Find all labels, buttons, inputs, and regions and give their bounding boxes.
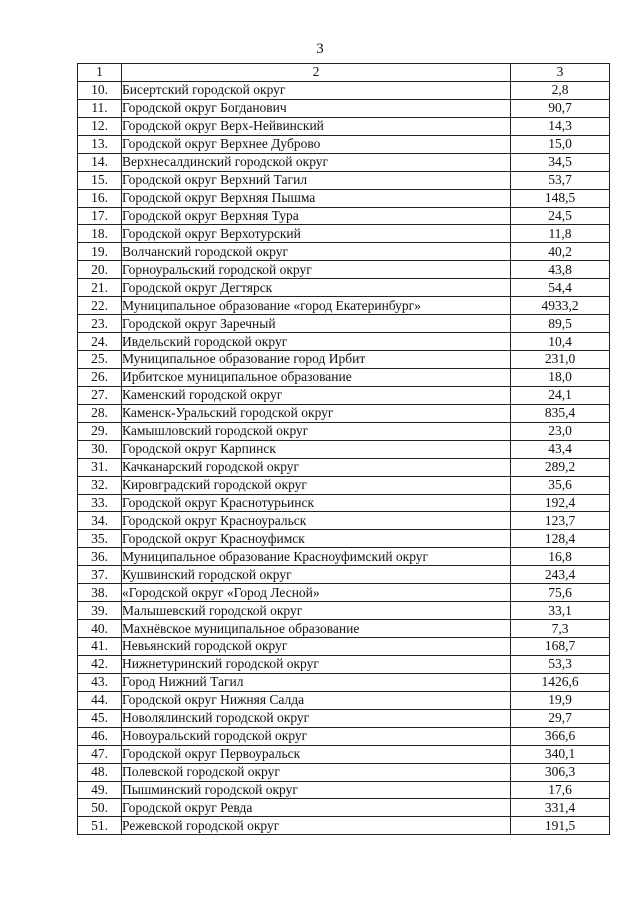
table-row	[78, 494, 610, 512]
municipality-name-cell: Городской округ Ревда	[122, 799, 511, 817]
municipality-name-cell: Муниципальное образование «город Екатеринбург»	[122, 297, 511, 315]
municipality-name-cell: Ивдельский городской округ	[122, 333, 511, 351]
municipality-name-cell: Городской округ Верхнее Дуброво	[122, 135, 511, 153]
header-cell-value: 3	[511, 64, 610, 82]
municipality-name-cell: Городской округ Верхняя Тура	[122, 207, 511, 225]
table-row	[78, 458, 610, 476]
row-number-cell: 33.	[78, 494, 122, 512]
table-row	[78, 673, 610, 691]
row-number-cell: 31.	[78, 458, 122, 476]
municipality-name-cell: Городской округ Верхотурский	[122, 225, 511, 243]
value-cell: 33,1	[511, 602, 610, 620]
municipality-name-cell: Городской округ Верхняя Пышма	[122, 189, 511, 207]
municipality-name-cell: Городской округ Краснотурьинск	[122, 494, 511, 512]
table-row	[78, 566, 610, 584]
municipality-name-cell: Городской округ Верхний Тагил	[122, 171, 511, 189]
municipality-name-cell: Режевской городской округ	[122, 817, 511, 835]
data-table	[77, 63, 610, 835]
table-row	[78, 548, 610, 566]
value-cell: 17,6	[511, 781, 610, 799]
value-cell: 11,8	[511, 225, 610, 243]
municipality-name-cell: Верхнесалдинский городской округ	[122, 153, 511, 171]
municipality-name-cell: Полевской городской округ	[122, 763, 511, 781]
row-number-cell: 24.	[78, 333, 122, 351]
row-number-cell: 46.	[78, 727, 122, 745]
row-number-cell: 20.	[78, 261, 122, 279]
municipality-name-cell: Городской округ Карпинск	[122, 440, 511, 458]
row-number-cell: 32.	[78, 476, 122, 494]
value-cell: 90,7	[511, 99, 610, 117]
table-row	[78, 763, 610, 781]
value-cell: 289,2	[511, 458, 610, 476]
table-row	[78, 584, 610, 602]
row-number-cell: 18.	[78, 225, 122, 243]
value-cell: 1426,6	[511, 673, 610, 691]
municipality-name-cell: Малышевский городской округ	[122, 602, 511, 620]
municipality-name-cell: Горноуральский городской округ	[122, 261, 511, 279]
table-row	[78, 709, 610, 727]
municipality-name-cell: Новолялинский городской округ	[122, 709, 511, 727]
municipality-name-cell: Каменск-Уральский городской округ	[122, 404, 511, 422]
row-number-cell: 36.	[78, 548, 122, 566]
table-row	[78, 99, 610, 117]
municipality-name-cell: Город Нижний Тагил	[122, 673, 511, 691]
value-cell: 24,1	[511, 386, 610, 404]
row-number-cell: 23.	[78, 315, 122, 333]
table-row	[78, 620, 610, 638]
table-row	[78, 422, 610, 440]
row-number-cell: 17.	[78, 207, 122, 225]
municipality-name-cell: Городской округ Красноуфимск	[122, 530, 511, 548]
table-row	[78, 135, 610, 153]
row-number-cell: 11.	[78, 99, 122, 117]
table-row	[78, 727, 610, 745]
table-row	[78, 153, 610, 171]
row-number-cell: 10.	[78, 81, 122, 99]
value-cell: 4933,2	[511, 297, 610, 315]
row-number-cell: 30.	[78, 440, 122, 458]
table-header-row	[78, 64, 610, 82]
municipality-name-cell: Волчанский городской округ	[122, 243, 511, 261]
municipality-name-cell: Кушвинский городской округ	[122, 566, 511, 584]
municipality-name-cell: Качканарский городской округ	[122, 458, 511, 476]
row-number-cell: 45.	[78, 709, 122, 727]
municipality-name-cell: Камышловский городской округ	[122, 422, 511, 440]
value-cell: 243,4	[511, 566, 610, 584]
table-row	[78, 476, 610, 494]
municipality-name-cell: Невьянский городской округ	[122, 638, 511, 656]
row-number-cell: 49.	[78, 781, 122, 799]
row-number-cell: 16.	[78, 189, 122, 207]
table-row	[78, 655, 610, 673]
table-row	[78, 225, 610, 243]
row-number-cell: 13.	[78, 135, 122, 153]
table-row	[78, 189, 610, 207]
table-row	[78, 404, 610, 422]
value-cell: 835,4	[511, 404, 610, 422]
row-number-cell: 48.	[78, 763, 122, 781]
table-row	[78, 117, 610, 135]
table-row	[78, 171, 610, 189]
row-number-cell: 39.	[78, 602, 122, 620]
table-row	[78, 781, 610, 799]
table-body	[78, 64, 610, 835]
table-row	[78, 243, 610, 261]
table-row	[78, 512, 610, 530]
table-row	[78, 351, 610, 369]
header-cell-name: 2	[122, 64, 511, 82]
table-row	[78, 207, 610, 225]
value-cell: 24,5	[511, 207, 610, 225]
row-number-cell: 34.	[78, 512, 122, 530]
table-row	[78, 315, 610, 333]
municipality-name-cell: Пышминский городской округ	[122, 781, 511, 799]
row-number-cell: 25.	[78, 351, 122, 369]
value-cell: 148,5	[511, 189, 610, 207]
table-row	[78, 530, 610, 548]
table-row	[78, 386, 610, 404]
table-row	[78, 799, 610, 817]
value-cell: 10,4	[511, 333, 610, 351]
page-number: 3	[316, 41, 324, 57]
municipality-name-cell: Ирбитское муниципальное образование	[122, 368, 511, 386]
row-number-cell: 37.	[78, 566, 122, 584]
row-number-cell: 22.	[78, 297, 122, 315]
table-row	[78, 817, 610, 835]
row-number-cell: 28.	[78, 404, 122, 422]
value-cell: 366,6	[511, 727, 610, 745]
municipality-name-cell: Бисертский городской округ	[122, 81, 511, 99]
municipality-name-cell: Кировградский городской округ	[122, 476, 511, 494]
row-number-cell: 14.	[78, 153, 122, 171]
row-number-cell: 15.	[78, 171, 122, 189]
row-number-cell: 38.	[78, 584, 122, 602]
value-cell: 34,5	[511, 153, 610, 171]
row-number-cell: 50.	[78, 799, 122, 817]
value-cell: 306,3	[511, 763, 610, 781]
value-cell: 191,5	[511, 817, 610, 835]
value-cell: 331,4	[511, 799, 610, 817]
municipality-name-cell: Муниципальное образование Красноуфимский округ	[122, 548, 511, 566]
value-cell: 18,0	[511, 368, 610, 386]
row-number-cell: 44.	[78, 691, 122, 709]
row-number-cell: 26.	[78, 368, 122, 386]
row-number-cell: 47.	[78, 745, 122, 763]
value-cell: 15,0	[511, 135, 610, 153]
table-row	[78, 602, 610, 620]
row-number-cell: 12.	[78, 117, 122, 135]
row-number-cell: 21.	[78, 279, 122, 297]
value-cell: 53,7	[511, 171, 610, 189]
table-row	[78, 297, 610, 315]
municipality-name-cell: Городской округ Заречный	[122, 315, 511, 333]
row-number-cell: 35.	[78, 530, 122, 548]
value-cell: 231,0	[511, 351, 610, 369]
municipality-name-cell: Городской округ Дегтярск	[122, 279, 511, 297]
value-cell: 19,9	[511, 691, 610, 709]
table-row	[78, 440, 610, 458]
table-row	[78, 691, 610, 709]
value-cell: 43,8	[511, 261, 610, 279]
value-cell: 23,0	[511, 422, 610, 440]
value-cell: 35,6	[511, 476, 610, 494]
value-cell: 75,6	[511, 584, 610, 602]
row-number-cell: 19.	[78, 243, 122, 261]
table-row	[78, 745, 610, 763]
value-cell: 128,4	[511, 530, 610, 548]
value-cell: 14,3	[511, 117, 610, 135]
municipality-name-cell: Муниципальное образование город Ирбит	[122, 351, 511, 369]
row-number-cell: 40.	[78, 620, 122, 638]
value-cell: 192,4	[511, 494, 610, 512]
row-number-cell: 42.	[78, 655, 122, 673]
table-row	[78, 81, 610, 99]
municipality-name-cell: Городской округ Красноуральск	[122, 512, 511, 530]
value-cell: 43,4	[511, 440, 610, 458]
value-cell: 168,7	[511, 638, 610, 656]
municipality-name-cell: Нижнетуринский городской округ	[122, 655, 511, 673]
row-number-cell: 43.	[78, 673, 122, 691]
table-row	[78, 279, 610, 297]
row-number-cell: 51.	[78, 817, 122, 835]
row-number-cell: 41.	[78, 638, 122, 656]
value-cell: 53,3	[511, 655, 610, 673]
header-cell-number: 1	[78, 64, 122, 82]
value-cell: 7,3	[511, 620, 610, 638]
row-number-cell: 27.	[78, 386, 122, 404]
municipality-name-cell: Новоуральский городской округ	[122, 727, 511, 745]
table-row	[78, 261, 610, 279]
municipality-name-cell: «Городской округ «Город Лесной»	[122, 584, 511, 602]
value-cell: 54,4	[511, 279, 610, 297]
value-cell: 340,1	[511, 745, 610, 763]
value-cell: 40,2	[511, 243, 610, 261]
table-row	[78, 638, 610, 656]
value-cell: 29,7	[511, 709, 610, 727]
value-cell: 89,5	[511, 315, 610, 333]
municipality-name-cell: Городской округ Нижняя Салда	[122, 691, 511, 709]
municipality-name-cell: Каменский городской округ	[122, 386, 511, 404]
value-cell: 123,7	[511, 512, 610, 530]
municipality-name-cell: Махнёвское муниципальное образование	[122, 620, 511, 638]
value-cell: 16,8	[511, 548, 610, 566]
value-cell: 2,8	[511, 81, 610, 99]
municipality-name-cell: Городской округ Богданович	[122, 99, 511, 117]
municipality-name-cell: Городской округ Верх-Нейвинский	[122, 117, 511, 135]
table-row	[78, 333, 610, 351]
municipality-name-cell: Городской округ Первоуральск	[122, 745, 511, 763]
table-row	[78, 368, 610, 386]
row-number-cell: 29.	[78, 422, 122, 440]
